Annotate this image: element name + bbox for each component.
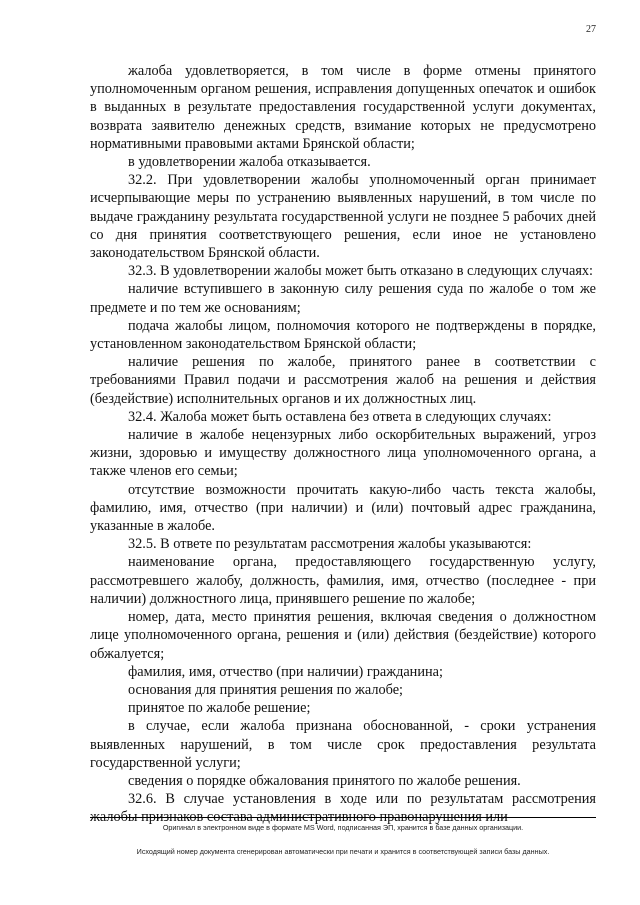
paragraph: 32.5. В ответе по результатам рассмотрения жалобы указываются: [128,536,532,553]
paragraph: 32.3. В удовлетворении жалобы может быть отказано в следующих случаях: [128,263,594,280]
paragraph: в случае, если жалоба признана обоснованной, - сроки устранения выявленных нарушений, в том числе срок предоставления результата государственной услуги; [90,718,596,771]
paragraph: в удовлетворении жалоба отказывается. [128,154,371,171]
footer-note-outgoing-number: Исходящий номер документа сгенерирован автоматически при печати и хранится в соответствующей записи базы данных. [136,847,550,856]
footer-note-original: Оригинал в электронном виде в формате MS Word, подписанная ЭП, хранится в базе данных организации. [162,823,524,832]
paragraph: наличие решения по жалобе, принятого ранее в соответствии с требованиями Правил подачи и рассмотрения жалоб на решения и действия (бездействие) исполнительных органов и их должностных лиц. [90,354,596,407]
paragraph: отсутствие возможности прочитать какую-либо часть текста жалобы, фамилию, имя, отчество (при наличии) и (или) почтовый адрес гражданина, указанные в жалобе. [90,481,596,535]
paragraph: основания для принятия решения по жалобе; [128,681,404,698]
paragraph: фамилия, имя, отчество (при наличии) гражданина; [128,663,443,680]
page-number: 27 [586,24,596,35]
paragraph: жалоба удовлетворяется, в том числе в форме отмены принятого уполномоченным органом решения, исправления допущенных опечаток и ошибок в выданных в результате предоставления государственной услуги документах, возврата заявителю денежных средств, взимание которых не предусмотрено нормативными правовыми актами Брянской области; [90,63,596,152]
document-body [90,62,596,827]
paragraph: сведения о порядке обжалования принятого по жалобе решения. [128,772,521,789]
paragraph: наименование органа, предоставляющего государственную услугу, рассмотревшего жалобу, должность, фамилия, имя, отчество (последнее - при наличии) должностного лица, принявшего решение по жалобе; [90,554,596,607]
paragraph: 32.4. Жалоба может быть оставлена без ответа в следующих случаях: [128,408,552,425]
paragraph: номер, дата, место принятия решения, включая сведения о должностном лице уполномоченного органа, решения и (или) действия (бездействие) которого обжалуется; [90,609,596,662]
paragraph: 32.2. При удовлетворении жалобы уполномоченный орган принимает исчерпывающие меры по устранению выявленных нарушений, в том числе по выдаче гражданину результата государственной услуги не позднее 5 рабочих дней со дня принятия соответствующего решения, если иное не установлено законодательством Брянской области. [90,172,596,262]
paragraph: наличие вступившего в законную силу решения суда по жалобе о том же предмете и по тем же основаниям; [90,281,596,316]
paragraph: подача жалобы лицом, полномочия которого не подтверждены в порядке, установленном законодательством Брянской области; [90,317,596,353]
footer-divider [90,817,596,818]
paragraph: 32.6. В случае установления в ходе или по результатам рассмотрения жалобы признаков состава административного правонарушения или [90,791,596,826]
paragraph: наличие в жалобе нецензурных либо оскорбительных выражений, угроз жизни, здоровью и имуществу должностного лица уполномоченного органа, а также членов его семьи; [90,427,596,480]
paragraph: принятое по жалобе решение; [128,700,311,717]
